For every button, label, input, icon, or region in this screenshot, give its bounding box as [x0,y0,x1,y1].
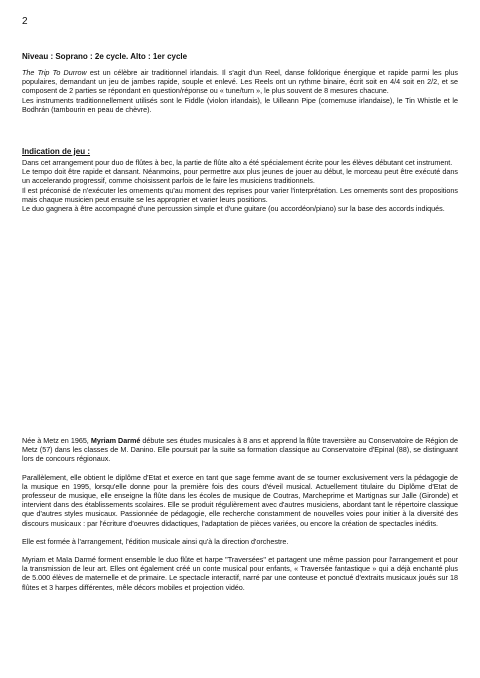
indications-section [22,158,458,213]
indication-paragraph: Il est préconisé de n'exécuter les ornements qu'au moment des reprises pour varier l'interprétation. Les ornements sont des propositions mais chaque musicien peut ensuite se les approprier et varier leurs positions. [22,185,458,204]
biography-section [22,436,458,592]
bio-paragraph-2: Parallèlement, elle obtient le diplôme d'Etat et exerce en tant que sage femme avant de se tourner exclusivement vers la pédagogie de la musique en 1995, lorsqu'elle donne pour la première fois des cours d'éveil musical. Actuellement titulaire du Diplôme d'Etat de professeur de musique, elle enseigne la flûte dans les écoles de musique de Coutras, Marcheprime et Martignas sur Jalle (Gironde) et intervient dans des établissements scolaires. Elle se produit régulièrement avec d'autres musiciens, abordant tant le répertoire classique que d'autres styles musicaux. Passionnée de pédagogie, elle recherche constamment de nouvelles voies pour initier à la diversité des discours musicaux : par l'écriture d'oeuvres didactiques, l'adaptation de pièces variées, ou encore la création de spectacles inédits. [22,472,458,528]
indication-paragraph: Dans cet arrangement pour duo de flûtes à bec, la partie de flûte alto a été spécialement écrite pour les élèves débutant cet instrument. [22,158,453,167]
indications-heading: Indication de jeu : [22,147,91,156]
author-name: Myriam Darmé [90,436,141,445]
instruments-paragraph: Les instruments traditionnellement utilisés sont le Fiddle (violon irlandais), le Uilleann Pipe (cornemuse irlandaise), le Tin Whistle et le Bodhrán (tambourin en peau de chèvre). [22,95,458,114]
bio-intro-text: Née à Metz en 1965, [22,436,91,445]
bio-paragraph-3: Elle est formée à l'arrangement, l'édition musicale ainsi qu'à la direction d'orchestre. [22,536,289,546]
indication-paragraph: Le duo gagnera à être accompagné d'une percussion simple et d'une guitare (ou accordéon/piano) sur la base des accords indiqués. [22,204,445,214]
bio-paragraph-1 [22,436,458,464]
intro-text: est un célèbre air traditionnel irlandais. Il s'agit d'un Reel, danse folklorique énergique et rapide parmi les plus populaires, demandant un jeu de jambes rapide, souple et enlevé. Les Reels ont un rythme binaire, écrit soit en 4/4 soit en 2/2, et se composent de 2 parties se répondant en question/réponse ou « tune/turn », le plus souvent de 8 mesures chacune. [22,68,458,96]
bio-text: débute ses études musicales à 8 ans et apprend la flûte traversière au Conservatoire de Région de Metz (57) dans les classes de M. Danino. Elle poursuit par la suite sa formation classique au Conservatoire d'Epinal (88), se distinguant lors de concours régionaux. [22,436,458,464]
intro-paragraph [22,68,458,96]
level-heading: Niveau : Soprano : 2e cycle. Alto : 1er cycle [22,52,188,61]
intro-section [22,68,458,114]
bio-paragraph-4: Myriam et Maïa Darmé forment ensemble le duo flûte et harpe "Traversées" et partagent une même passion pour l'arrangement et pour la transmission de leur art. Elles ont également créé un conte musical pour enfants, « Traversée fantastique » qui a déjà enchanté plus de 5.000 élèves de maternelle et de primaire. Le spectacle interactif, narré par une conteuse et ponctué d'extraits musicaux joués sur 18 flûtes et 3 harpes différentes, mêle décors mobiles et projection vidéo. [22,555,458,592]
page-number: 2 [22,16,28,27]
piece-title: The Trip To Durrow [22,68,87,77]
indication-paragraph: Le tempo doit être rapide et dansant. Néanmoins, pour permettre aux plus jeunes de jouer au début, le morceau peut être exécuté dans un accelerando progressif, comme choisissent parfois de le faire les musiciens traditionnels. [22,167,458,186]
